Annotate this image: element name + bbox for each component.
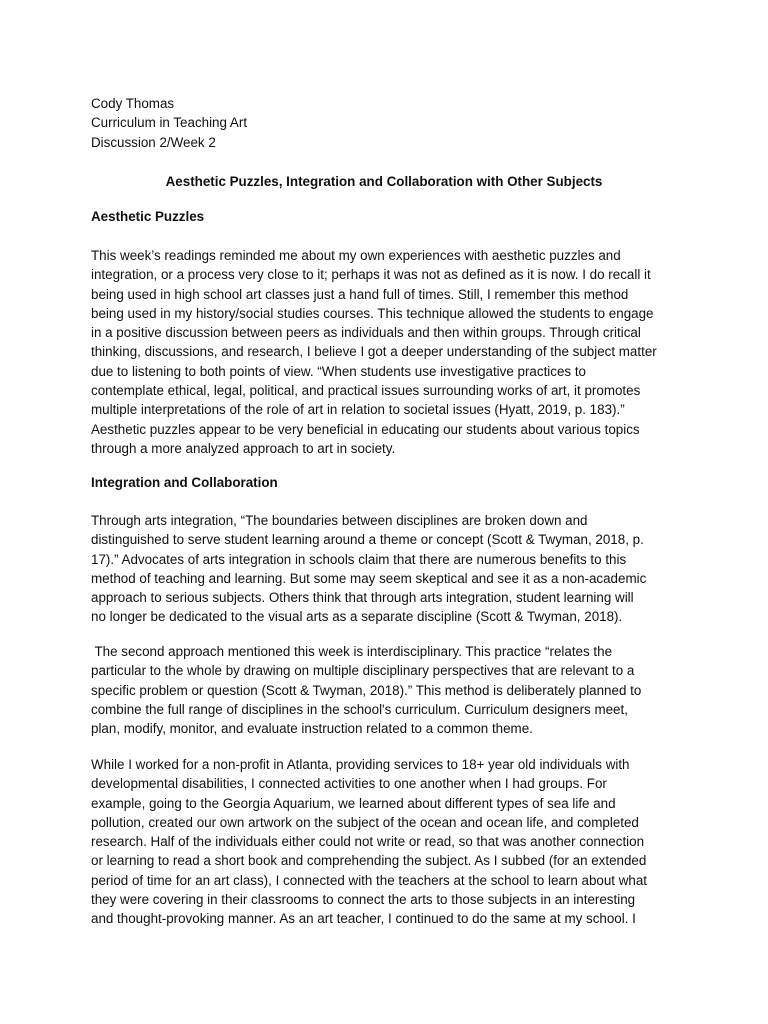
text-line: Through arts integration, “The boundaries between disciplines are broken down and — [91, 513, 588, 528]
paragraph-aesthetic-puzzles — [91, 246, 681, 458]
paragraph-arts-integration — [91, 511, 681, 627]
text-line: This week’s readings reminded me about my own experiences with aesthetic puzzles and — [91, 248, 621, 263]
text-line: Aesthetic puzzles appear to be very beneficial in educating our students about various topics — [91, 421, 640, 437]
text-line: The second approach mentioned this week is interdisciplinary. This practice “relates the — [91, 644, 613, 659]
text-line: and thought-provoking manner. As an art teacher, I continued to do the same at my school. I — [91, 911, 636, 927]
document-title: Aesthetic Puzzles, Integration and Collaboration with Other Subjects — [165, 174, 603, 189]
text-line: in a positive discussion between peers as individuals and then within groups. Through critical — [91, 325, 641, 341]
text-line: approach to serious subjects. Others think that through arts integration, student learning will — [91, 590, 634, 606]
course-name: Curriculum in Teaching Art — [91, 115, 248, 131]
text-line: no longer be dedicated to the visual arts as a separate discipline (Scott & Twyman, 2018). — [91, 609, 623, 625]
paragraph-interdisciplinary — [91, 642, 681, 738]
text-line: combine the full range of disciplines in the school's curriculum. Curriculum designers meet, — [91, 701, 628, 717]
text-line: plan, modify, monitor, and evaluate instruction related to a common theme. — [91, 721, 533, 737]
text-line: period of time for an art class), I connected with the teachers at the school to learn about what — [91, 872, 648, 888]
header-block — [91, 94, 681, 152]
text-line: pollution, created our own artwork on the subject of the ocean and ocean life, and completed — [91, 814, 639, 830]
text-line: example, going to the Georgia Aquarium, we learned about different types of sea life and — [91, 795, 616, 811]
text-line: being used in high school art classes just a hand full of times. Still, I remember this method — [91, 286, 629, 302]
section-heading-integration: Integration and Collaboration — [91, 475, 278, 490]
text-line: contemplate ethical, legal, political, and practical issues surrounding works of art, it promotes — [91, 383, 641, 399]
text-line: While I worked for a non-profit in Atlanta, providing services to 18+ year old individuals with — [91, 757, 630, 772]
text-line: integration, or a process very close to it; perhaps it was not as defined as it is now. I do recall it — [91, 267, 651, 283]
text-line: multiple interpretations of the role of art in relation to societal issues (Hyatt, 2019, p. 183).” — [91, 402, 625, 418]
text-line: they were covering in their classrooms to connect the arts to those subjects in an interesting — [91, 892, 636, 908]
text-line: being used in my history/social studies courses. This technique allowed the students to engage — [91, 305, 654, 321]
text-line: or learning to read a short book and comprehending the subject. As I subbed (for an extended — [91, 853, 647, 869]
text-line: specific problem or question (Scott & Twyman, 2018).” This method is deliberately planned to — [91, 682, 642, 698]
assignment-name: Discussion 2/Week 2 — [91, 134, 216, 150]
text-line: research. Half of the individuals either could not write or read, so that was another connection — [91, 834, 645, 850]
text-line: developmental disabilities, I connected activities to one another when I had groups. For — [91, 776, 607, 792]
text-line: 17).” Advocates of arts integration in schools claim that there are numerous benefits to this — [91, 551, 627, 567]
text-line: through a more analyzed approach to art in society. — [91, 440, 396, 456]
text-line: particular to the whole by drawing on multiple disciplinary perspectives that are relevant to a — [91, 663, 635, 679]
text-line: method of teaching and learning. But some may seem skeptical and see it as a non-academic — [91, 570, 647, 586]
text-line: due to listening to both points of view. “When students use investigative practices to — [91, 363, 586, 379]
author-name: Cody Thomas — [91, 96, 175, 111]
text-line: thinking, discussions, and research, I believe I got a deeper understanding of the subject matter — [91, 344, 657, 360]
paragraph-personal-experience — [91, 755, 681, 929]
text-line: distinguished to serve student learning around a theme or concept (Scott & Twyman, 2018, p. — [91, 532, 644, 548]
section-heading-aesthetic-puzzles: Aesthetic Puzzles — [91, 209, 205, 224]
